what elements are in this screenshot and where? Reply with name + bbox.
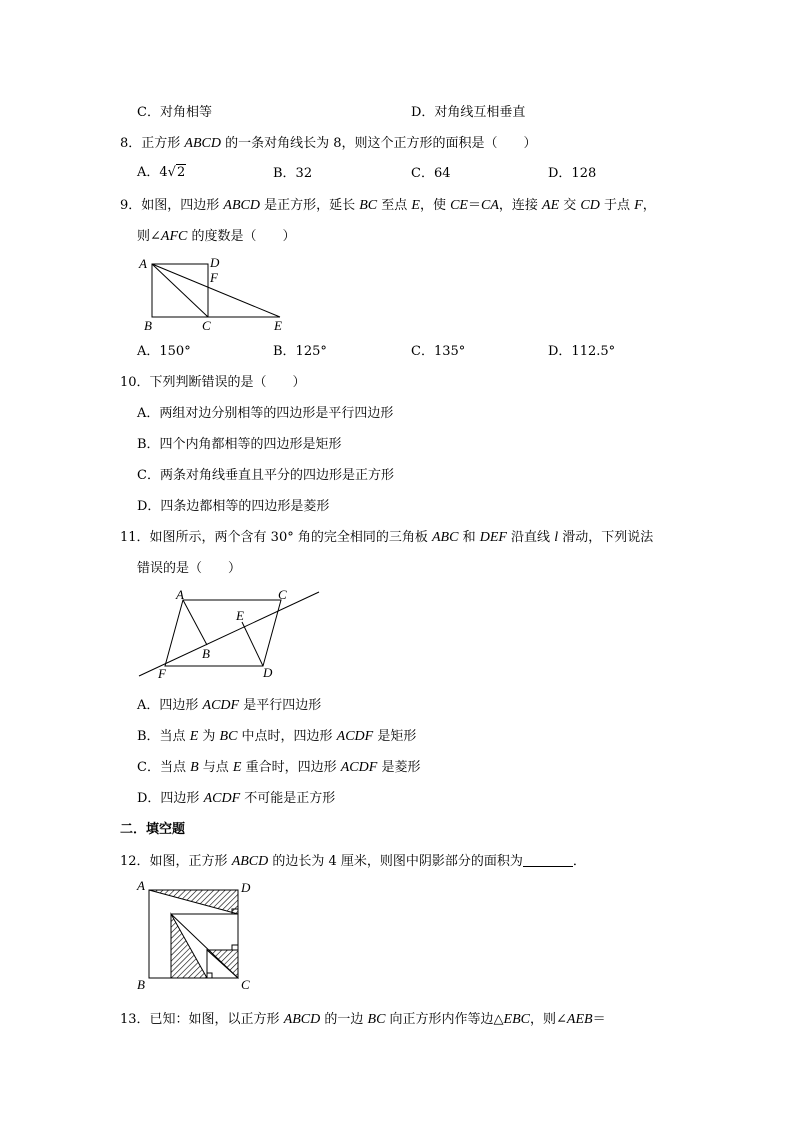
q11-figure bbox=[135, 586, 325, 681]
q9-stem-line1: 9．如图，四边形 ABCD 是正方形，延长 BC 至点 E，使 CE＝CA，连接 AE 交 CD 于点 F， bbox=[120, 198, 656, 213]
q9-diagonal-ac bbox=[152, 264, 208, 317]
q9-figure bbox=[135, 255, 295, 335]
q10-option-d: D．四条边都相等的四边形是菱形 bbox=[137, 499, 330, 514]
q9-label-f: F bbox=[210, 270, 218, 285]
q12-label-d: D bbox=[241, 880, 251, 895]
q11-label-c: C bbox=[278, 587, 287, 602]
q8-option-a: A．4√2 bbox=[137, 165, 186, 180]
section-title-fill-in: 二．填空题 bbox=[120, 822, 186, 837]
q12-label-c: C bbox=[241, 977, 250, 992]
q10-option-c: C．两条对角线垂直且平分的四边形是正方形 bbox=[137, 468, 394, 483]
q8-option-b: B．32 bbox=[273, 166, 313, 181]
q11-segment-ed bbox=[242, 622, 263, 666]
q11-option-b: B．当点 E 为 BC 中点时，四边形 ACDF 是矩形 bbox=[137, 729, 417, 744]
q9-option-c: C．135° bbox=[411, 344, 466, 359]
q11-label-f: F bbox=[158, 666, 166, 681]
q9-label-a: A bbox=[139, 256, 147, 271]
q9-stem-line2: 则∠AFC 的度数是（ ） bbox=[137, 229, 296, 244]
radical-sign: √2 bbox=[167, 165, 186, 180]
q7-option-c: C．对角相等 bbox=[137, 105, 212, 120]
q9-option-d: D．112.5° bbox=[548, 344, 616, 359]
q8-option-d: D．128 bbox=[548, 166, 597, 181]
q9-label-e: E bbox=[274, 318, 282, 333]
q12-right-angle-mark bbox=[232, 945, 238, 950]
q11-option-c: C．当点 B 与点 E 重合时，四边形 ACDF 是菱形 bbox=[137, 760, 421, 775]
q11-label-d: D bbox=[263, 665, 273, 680]
q12-label-b: B bbox=[137, 977, 145, 992]
q12-stem: 12．如图，正方形 ABCD 的边长为 4 厘米，则图中阴影部分的面积为 ． bbox=[120, 854, 586, 869]
q9-option-b: B．125° bbox=[273, 344, 327, 359]
q10-option-a: A．两组对边分别相等的四边形是平行四边形 bbox=[137, 406, 394, 421]
q8-stem: 8．正方形 ABCD 的一条对角线长为 8，则这个正方形的面积是（ ） bbox=[120, 136, 537, 151]
q11-option-a: A．四边形 ACDF 是平行四边形 bbox=[137, 698, 322, 713]
q11-stem-line2: 错误的是（ ） bbox=[137, 561, 242, 576]
q11-stem-line1: 11．如图所示，两个含有 30° 角的完全相同的三角板 ABC 和 DEF 沿直线 l 滑动，下列说法 bbox=[120, 530, 654, 545]
q12-shaded-top bbox=[149, 890, 238, 914]
q11-label-b: B bbox=[202, 646, 210, 661]
q9-option-a: A．150° bbox=[137, 344, 191, 359]
q7-option-d: D．对角线互相垂直 bbox=[411, 105, 526, 120]
q13-stem: 13．已知：如图，以正方形 ABCD 的一边 BC 向正方形内作等边△EBC，则∠AEB＝ bbox=[120, 1012, 606, 1027]
q9-label-d: D bbox=[210, 255, 220, 270]
q11-label-e: E bbox=[236, 608, 244, 623]
q11-option-d: D．四边形 ACDF 不可能是正方形 bbox=[137, 791, 336, 806]
answer-blank[interactable] bbox=[523, 854, 573, 867]
q10-option-b: B．四个内角都相等的四边形是矩形 bbox=[137, 437, 342, 452]
q9-label-b: B bbox=[144, 318, 152, 333]
q9-label-c: C bbox=[202, 318, 211, 333]
q8-option-c: C．64 bbox=[411, 166, 451, 181]
q11-label-a: A bbox=[176, 587, 184, 602]
q11-segment-ab bbox=[183, 600, 207, 645]
q12-shaded-left bbox=[171, 914, 207, 978]
q10-stem: 10．下列判断错误的是（ ） bbox=[120, 375, 306, 390]
q12-figure bbox=[135, 878, 255, 993]
q12-right-angle-mark bbox=[207, 973, 212, 978]
q12-label-a: A bbox=[137, 878, 145, 893]
